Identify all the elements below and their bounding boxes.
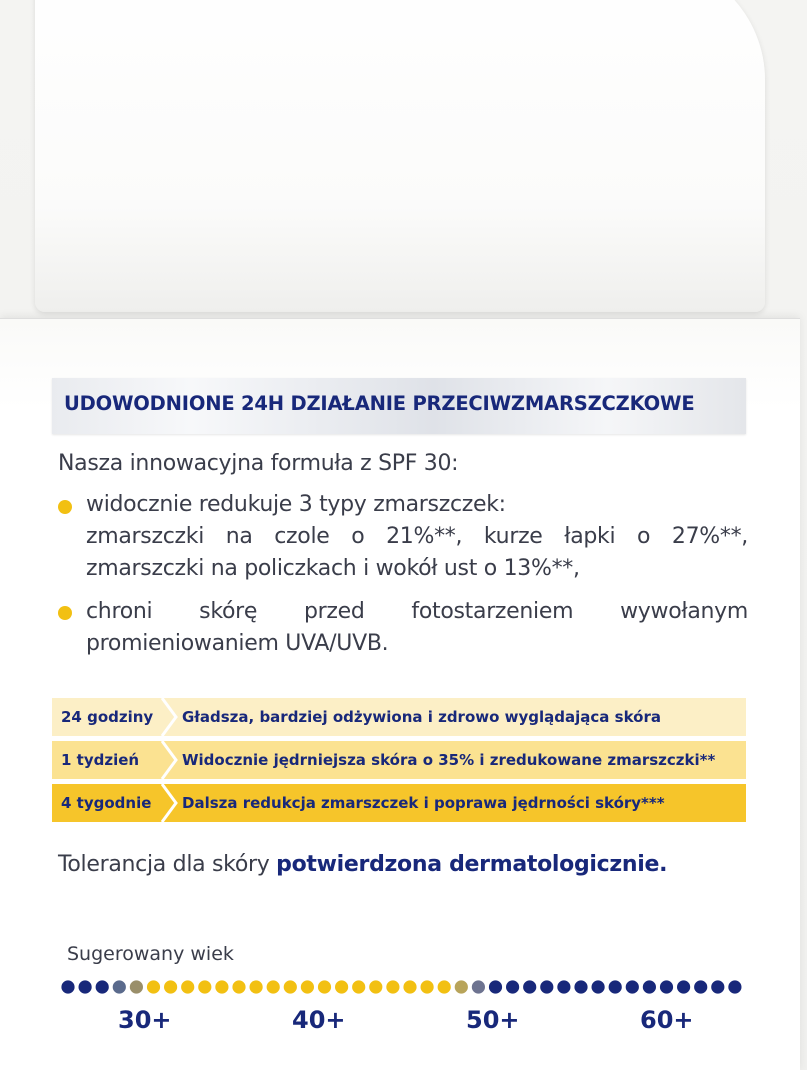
intro-text: Nasza innowacyjna formuła z SPF 30: <box>58 451 459 476</box>
bullet-1 <box>86 489 748 585</box>
age-dot <box>711 980 724 993</box>
headline: UDOWODNIONE 24H DZIAŁANIE PRZECIWZMARSZCZKOWE <box>64 392 695 415</box>
age-dot <box>506 980 519 993</box>
age-dot <box>147 980 160 993</box>
age-dot <box>592 980 605 993</box>
age-dot <box>626 980 639 993</box>
age-dot <box>438 980 451 993</box>
bullet-dot-icon <box>58 500 72 514</box>
age-label-50: 50+ <box>466 1006 520 1034</box>
age-dot <box>728 980 741 993</box>
tolerance-text <box>58 852 667 877</box>
age-dot <box>79 980 92 993</box>
chevron-separator-icon <box>160 784 182 822</box>
bullet-2 <box>86 596 748 660</box>
bullet-dot-icon <box>58 606 72 620</box>
age-dot <box>215 980 228 993</box>
age-dot <box>489 980 502 993</box>
bullet-2-line-2: promieniowaniem UVA/UVB. <box>86 631 389 656</box>
age-dot <box>284 980 297 993</box>
age-dot <box>181 980 194 993</box>
age-label-60: 60+ <box>640 1006 694 1034</box>
bullet-1-line-1: widocznie redukuje 3 typy zmarszczek: <box>86 492 506 517</box>
age-dot <box>352 980 365 993</box>
age-title: Sugerowany wiek <box>67 943 234 965</box>
chevron-separator-icon <box>160 698 182 736</box>
bullet-1-line-3: zmarszczki na policzkach i wokół ust o 13%**, <box>86 556 580 581</box>
age-dot <box>61 980 74 993</box>
chevron-separator-icon <box>160 741 182 779</box>
age-dot <box>232 980 245 993</box>
age-dot <box>472 980 485 993</box>
age-dot <box>301 980 314 993</box>
age-dot <box>164 980 177 993</box>
jar-lid <box>35 0 765 312</box>
timeline-row <box>52 741 746 779</box>
age-dot <box>113 980 126 993</box>
age-dot <box>250 980 263 993</box>
age-label-40: 40+ <box>292 1006 346 1034</box>
age-dot <box>643 980 656 993</box>
age-dot <box>318 980 331 993</box>
age-dot <box>267 980 280 993</box>
timeline-text: Widocznie jędrniejsza skóra o 35% i zredukowane zmarszczki** <box>182 751 716 769</box>
age-dot <box>96 980 109 993</box>
age-dot <box>694 980 707 993</box>
age-dot <box>335 980 348 993</box>
age-label-30: 30+ <box>118 1006 172 1034</box>
tolerance-bold: potwierdzona dermatologicznie. <box>276 852 668 877</box>
age-dot <box>660 980 673 993</box>
timeline-label: 1 tydzień <box>61 751 140 769</box>
age-dot <box>523 980 536 993</box>
age-dot <box>421 980 434 993</box>
age-dot <box>677 980 690 993</box>
age-dot <box>540 980 553 993</box>
age-dot-scale <box>60 976 760 998</box>
timeline-label: 24 godziny <box>61 708 154 726</box>
timeline-row <box>52 784 746 822</box>
timeline-label: 4 tygodnie <box>61 794 152 812</box>
age-dot <box>403 980 416 993</box>
age-dot <box>198 980 211 993</box>
timeline-text: Dalsza redukcja zmarszczek i poprawa jędrności skóry*** <box>182 794 665 812</box>
age-dot <box>386 980 399 993</box>
age-dot <box>455 980 468 993</box>
timeline-text: Gładsza, bardziej odżywiona i zdrowo wyglądająca skóra <box>182 708 661 726</box>
timeline-row <box>52 698 746 736</box>
age-dot <box>369 980 382 993</box>
age-dot <box>557 980 570 993</box>
bullet-2-line-1: chroni skórę przed fotostarzeniem wywołanym <box>86 599 748 624</box>
age-dot <box>130 980 143 993</box>
age-dots-icon <box>60 976 760 998</box>
bullet-1-line-2: zmarszczki na czole o 21%**, kurze łapki o 27%**, <box>86 524 748 549</box>
age-dot <box>574 980 587 993</box>
tolerance-normal: Tolerancja dla skóry <box>58 852 277 877</box>
age-dot <box>609 980 622 993</box>
